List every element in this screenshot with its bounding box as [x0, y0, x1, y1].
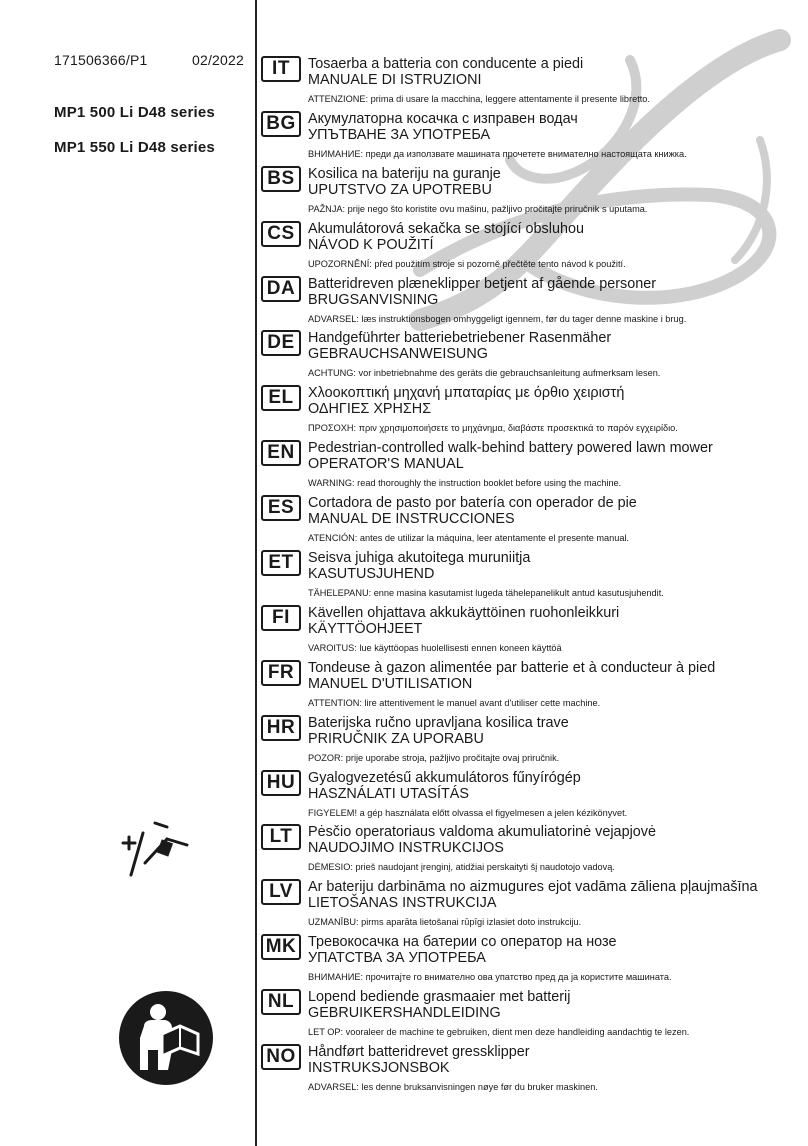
- language-entry: [261, 660, 801, 715]
- entry-title: Tondeuse à gazon alimentée par batterie et à conducteur à pied: [308, 659, 716, 676]
- entry-subtitle: LIETOŠANAS INSTRUKCIJA: [308, 895, 497, 912]
- entry-title: Ar bateriju darbināma no aizmugures ejot vadāma zāliena pļaujmašīna: [308, 879, 758, 896]
- language-entry: [261, 385, 801, 440]
- document-date: 02/2022: [192, 52, 245, 68]
- entry-title: Cortadora de pasto por batería con operador de pie: [308, 495, 637, 512]
- entry-warning: UPOZORNĚNÍ: před použitím stroje si pozorně přečtěte tento návod k použití.: [308, 258, 626, 269]
- entry-warning: ACHTUNG: vor inbetriebnahme des geräts die gebrauchsanleitung aufmerksam lesen.: [308, 368, 661, 379]
- language-code-badge: ET: [261, 550, 301, 576]
- entry-warning: UZMANĪBU: pirms aparāta lietošanai rūpīgi izlasiet doto instrukciju.: [308, 917, 582, 928]
- entry-subtitle: ΟΔΗΓΙΕΣ ΧΡΗΣΗΣ: [308, 401, 432, 418]
- language-code-badge: NL: [261, 989, 301, 1015]
- language-entry: [261, 989, 801, 1044]
- entry-subtitle: KÄYTTÖOHJEET: [308, 620, 423, 637]
- language-code-badge: HU: [261, 770, 301, 796]
- language-code-badge: BG: [261, 111, 301, 137]
- entry-warning: POZOR: prije uporabe stroja, pažljivo pročitajte ovaj priručnik.: [308, 752, 560, 763]
- entry-subtitle: HASZNÁLATI UTASÍTÁS: [308, 785, 469, 802]
- entry-subtitle: NAUDOJIMO INSTRUKCIJOS: [308, 840, 504, 857]
- language-code-badge: EL: [261, 385, 301, 411]
- language-entry: [261, 1044, 801, 1099]
- entry-warning: ВНИМАНИЕ: преди да използвате машината прочетете внимателно настоящата книжка.: [308, 148, 687, 159]
- entry-title: Håndført batteridrevet gressklipper: [308, 1044, 530, 1061]
- entry-subtitle: MANUEL D'UTILISATION: [308, 675, 473, 692]
- language-entry: [261, 715, 801, 770]
- language-code-badge: FI: [261, 605, 301, 631]
- entry-title: Handgeführter batteriebetriebener Rasenmäher: [308, 330, 612, 347]
- language-entry: [261, 56, 801, 111]
- language-entry: [261, 605, 801, 660]
- entry-subtitle: УПЪТВАНЕ ЗА УПОТРЕБА: [308, 126, 491, 143]
- language-code-badge: LT: [261, 824, 301, 850]
- entry-subtitle: BRUGSANVISNING: [308, 291, 439, 308]
- entry-subtitle: УПАТСТВА ЗА УПОТРЕБА: [308, 950, 486, 967]
- entry-warning: ATENCIÓN: antes de utilizar la máquina, leer atentamente el presente manual.: [308, 533, 630, 544]
- entry-title: Тревокосачка на батерии со оператор на нозе: [308, 934, 617, 951]
- battery-polarity-icon: [115, 815, 195, 879]
- entry-title: Pedestrian-controlled walk-behind battery powered lawn mower: [308, 440, 713, 457]
- language-entry: [261, 440, 801, 495]
- page-divider: [255, 0, 257, 1146]
- read-manual-icon: [118, 990, 214, 1086]
- entry-subtitle: KASUTUSJUHEND: [308, 566, 435, 583]
- language-code-badge: MK: [261, 934, 301, 960]
- language-code-badge: DE: [261, 330, 301, 356]
- entry-subtitle: PRIRUČNIK ZA UPORABU: [308, 730, 484, 747]
- entry-title: Акумулаторна косачка с изправен водач: [308, 110, 578, 127]
- entry-title: Kosilica na bateriju na guranje: [308, 165, 501, 182]
- language-entry: [261, 550, 801, 605]
- entry-subtitle: OPERATOR'S MANUAL: [308, 456, 464, 473]
- entry-subtitle: INSTRUKSJONSBOK: [308, 1060, 450, 1077]
- entry-warning: ADVARSEL: les denne bruksanvisningen nøye før du bruker maskinen.: [308, 1082, 598, 1093]
- entry-warning: FIGYELEM! a gép használata előtt olvassa el figyelmesen a jelen kézikönyvet.: [308, 807, 628, 818]
- language-code-badge: BS: [261, 166, 301, 192]
- language-code-badge: EN: [261, 440, 301, 466]
- language-entry: [261, 824, 801, 879]
- entry-subtitle: GEBRAUCHSANWEISUNG: [308, 346, 488, 363]
- language-code-badge: HR: [261, 715, 301, 741]
- entry-warning: WARNING: read thoroughly the instruction booklet before using the machine.: [308, 478, 622, 489]
- language-entry: [261, 770, 801, 825]
- entry-title: Gyalogvezetésű akkumulátoros fűnyírógép: [308, 769, 581, 786]
- entry-warning: ADVARSEL: læs instruktionsbogen omhyggeligt igennem, før du tager denne maskine i brug.: [308, 313, 687, 324]
- entry-title: Χλοοκοπτική μηχανή μπαταρίας με όρθιο χειριστή: [308, 385, 625, 402]
- entry-warning: VAROITUS: lue käyttöopas huolellisesti ennen koneen käyttöä: [308, 642, 562, 653]
- document-code: 171506366/P1: [54, 52, 148, 68]
- entry-subtitle: GEBRUIKERSHANDLEIDING: [308, 1005, 501, 1022]
- entry-subtitle: MANUAL DE INSTRUCCIONES: [308, 511, 515, 528]
- language-entry: [261, 879, 801, 934]
- model-name-2: MP1 550 Li D48 series: [54, 139, 215, 156]
- entry-subtitle: UPUTSTVO ZA UPOTREBU: [308, 181, 492, 198]
- language-entry: [261, 221, 801, 276]
- entry-title: Batteridreven plæneklipper betjent af gående personer: [308, 275, 657, 292]
- entry-title: Baterijska ručno upravljana kosilica trave: [308, 714, 569, 731]
- entry-warning: PAŽNJA: prije nego što koristite ovu mašinu, pažljivo pročitajte priručnik s uputama.: [308, 203, 648, 214]
- language-code-badge: FR: [261, 660, 301, 686]
- entry-warning: TÄHELEPANU: enne masina kasutamist lugeda tähelepanelikult antud kasutusjuhendit.: [308, 588, 664, 599]
- language-code-badge: ES: [261, 495, 301, 521]
- entry-title: Lopend bediende grasmaaier met batterij: [308, 989, 571, 1006]
- language-entry: [261, 166, 801, 221]
- entry-warning: ΠΡΟΣΟΧΗ: πριν χρησιμοποιήσετε το μηχάνημα, διαβάστε προσεκτικά το παρόν εγχειρίδιο.: [308, 423, 678, 434]
- entry-subtitle: MANUALE DI ISTRUZIONI: [308, 72, 482, 88]
- language-entry: [261, 495, 801, 550]
- language-code-badge: IT: [261, 56, 301, 82]
- entry-title: Pėsčio operatoriaus valdoma akumuliatorinė vejapjovė: [308, 824, 656, 841]
- entry-warning: ATTENZIONE: prima di usare la macchina, leggere attentamente il presente libretto.: [308, 94, 650, 104]
- entry-title: Seisva juhiga akutoitega muruniitja: [308, 550, 531, 567]
- language-list: [261, 56, 801, 1099]
- entry-warning: LET OP: vooraleer de machine te gebruiken, dient men deze handleiding aandachtig te lezen.: [308, 1027, 690, 1038]
- language-entry: [261, 330, 801, 385]
- entry-title: Akumulátorová sekačka se stojící obsluhou: [308, 220, 584, 237]
- entry-warning: ATTENTION: lire attentivement le manuel avant d'utiliser cette machine.: [308, 697, 601, 708]
- model-name-1: MP1 500 Li D48 series: [54, 104, 215, 121]
- language-entry: [261, 934, 801, 989]
- entry-warning: ВНИМАНИЕ: прочитајте го внимателно ова упатство пред да ја користите машината.: [308, 972, 672, 983]
- language-code-badge: LV: [261, 879, 301, 905]
- entry-title: Tosaerba a batteria con conducente a piedi: [308, 56, 584, 72]
- entry-title: Kävellen ohjattava akkukäyttöinen ruohonleikkuri: [308, 604, 620, 621]
- language-code-badge: CS: [261, 221, 301, 247]
- entry-warning: DĖMESIO: prieš naudojant įrenginį, atidžiai perskaityti šį naudotojo vadovą.: [308, 862, 615, 873]
- language-code-badge: DA: [261, 276, 301, 302]
- language-entry: [261, 276, 801, 331]
- language-entry: [261, 111, 801, 166]
- entry-subtitle: NÁVOD K POUŽITÍ: [308, 236, 434, 253]
- language-code-badge: NO: [261, 1044, 301, 1070]
